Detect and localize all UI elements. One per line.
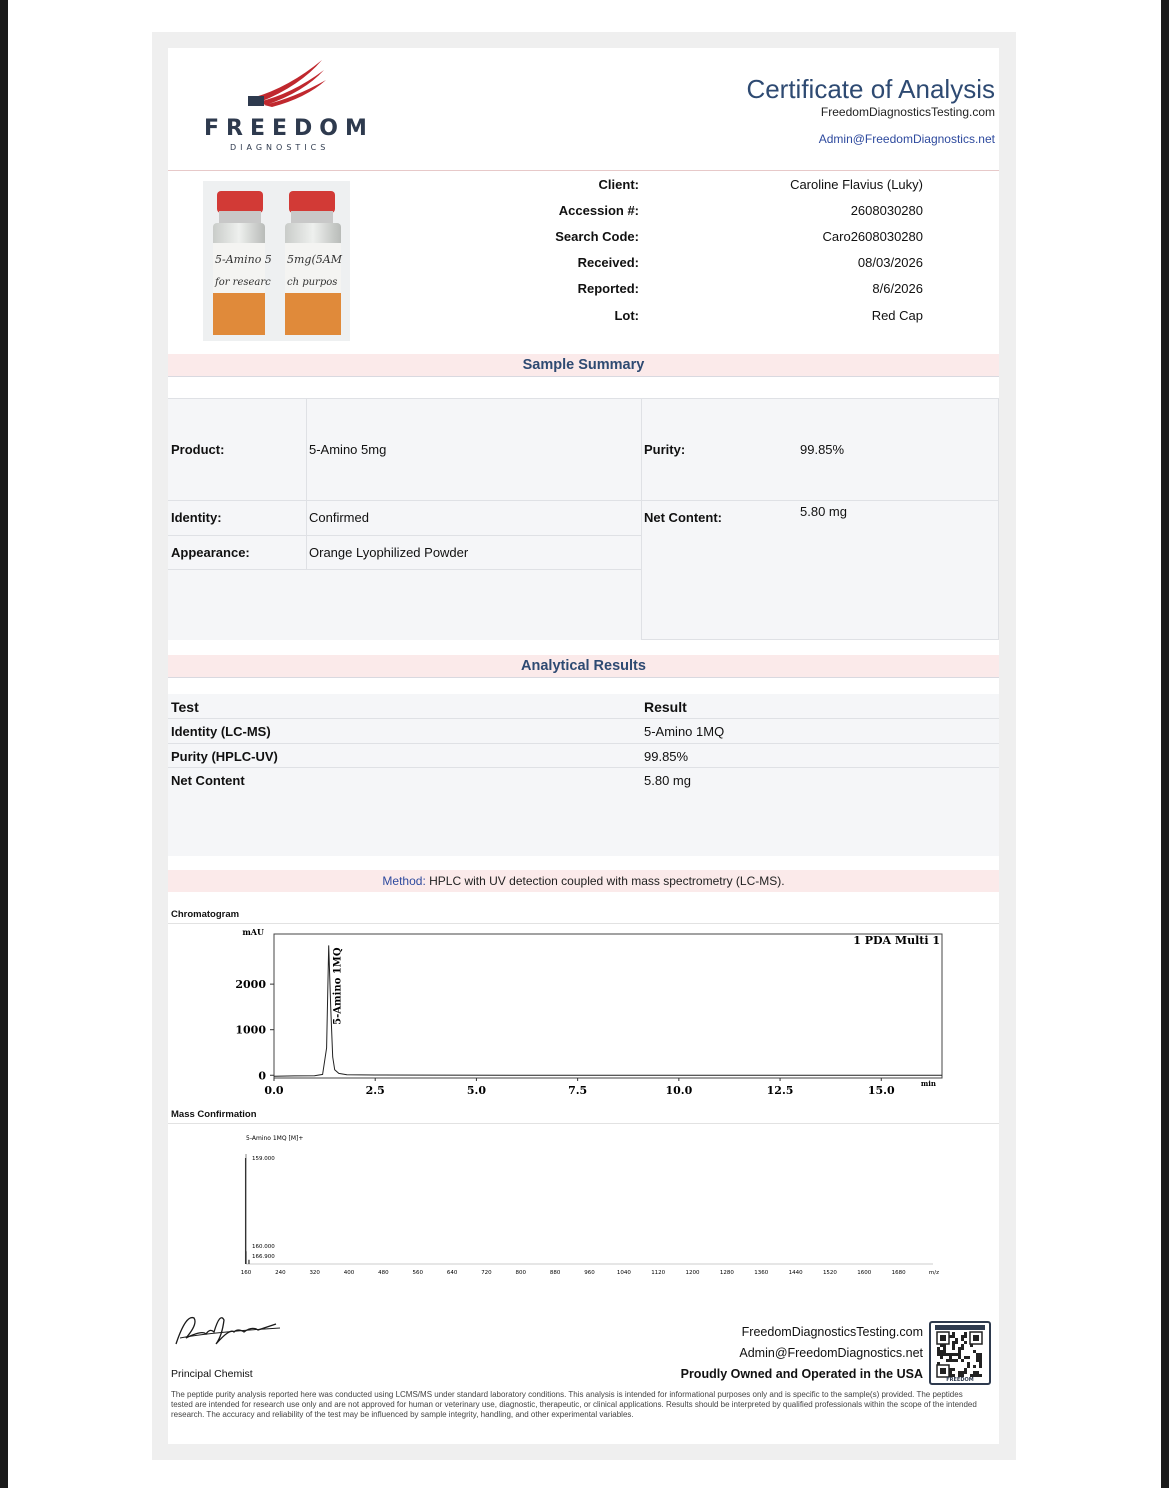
mass-x-tick-label: 800 — [515, 1270, 527, 1276]
qr-module — [955, 1338, 958, 1341]
search-code-label: Search Code: — [555, 229, 639, 244]
summary-col-rule-1 — [306, 398, 307, 570]
method-text: HPLC with UV detection coupled with mass spectrometry (LC-MS). — [429, 874, 785, 888]
qr-module — [973, 1350, 976, 1353]
summary-col-rule-3 — [998, 398, 999, 640]
purity-value: 99.85% — [800, 442, 845, 457]
qr-module — [961, 1359, 964, 1362]
table-row-result: 5.80 mg — [644, 773, 691, 788]
mass-x-tick-label: 720 — [481, 1270, 492, 1276]
qr-finder-core — [940, 1335, 946, 1341]
qr-module — [943, 1350, 946, 1353]
footer-website[interactable]: FreedomDiagnosticsTesting.com — [741, 1325, 923, 1339]
mass-x-tick-label: 560 — [412, 1270, 423, 1276]
identity-value: Confirmed — [309, 510, 369, 525]
qr-module — [952, 1368, 955, 1371]
appearance-label: Appearance: — [171, 545, 250, 560]
mass-x-tick-label: 320 — [309, 1270, 320, 1276]
client-value: Caroline Flavius (Luky) — [790, 177, 923, 192]
mass-x-tick-label: 1360 — [754, 1270, 769, 1276]
qr-module — [979, 1356, 982, 1359]
qr-module — [976, 1353, 979, 1356]
mass-x-tick-label: 1680 — [891, 1270, 906, 1276]
header-website[interactable]: FreedomDiagnosticsTesting.com — [820, 105, 995, 119]
reported-label: Reported: — [577, 281, 639, 296]
qr-module — [964, 1332, 967, 1335]
channel-label: 1 PDA Multi 1 — [853, 934, 940, 947]
mass-divider — [168, 1123, 999, 1124]
mass-x-tick-label: 960 — [584, 1270, 595, 1276]
qr-module — [937, 1353, 940, 1356]
chromatogram-chart — [208, 926, 998, 1102]
summary-col-rule-2 — [641, 398, 642, 640]
qr-module — [964, 1356, 967, 1359]
analytical-results-heading: Analytical Results — [168, 655, 999, 678]
certificate-page — [168, 48, 999, 1444]
mass-x-tick-label: 1200 — [685, 1270, 700, 1276]
qr-module — [958, 1347, 961, 1350]
net-content-value: 5.80 mg — [800, 504, 847, 519]
qr-module — [964, 1371, 967, 1374]
qr-module — [973, 1371, 976, 1374]
qr-module — [946, 1359, 949, 1362]
sample-summary-panel — [168, 398, 999, 640]
qr-module — [937, 1350, 940, 1353]
peak-value-label: 166.900 — [252, 1254, 275, 1260]
x-tick-label: 5.0 — [466, 1084, 486, 1097]
qr-module — [979, 1353, 982, 1356]
qr-module — [952, 1341, 955, 1344]
qr-module — [958, 1356, 961, 1359]
chromatogram-divider — [168, 923, 999, 924]
qr-module — [967, 1362, 970, 1365]
summary-row-rule-3 — [168, 569, 642, 570]
mass-x-tick-label: 1440 — [788, 1270, 803, 1276]
qr-module — [949, 1353, 952, 1356]
qr-module — [961, 1344, 964, 1347]
search-code-value: Caro2608030280 — [822, 229, 923, 244]
peak-value-label: 159.000 — [252, 1156, 275, 1162]
sample-summary-heading: Sample Summary — [168, 354, 999, 377]
mass-x-tick-label: 1600 — [857, 1270, 872, 1276]
header-divider — [168, 170, 999, 171]
qr-module — [940, 1350, 943, 1353]
purity-label: Purity: — [644, 442, 686, 457]
product-label: Product: — [171, 442, 225, 457]
qr-module — [967, 1356, 970, 1359]
table-row-result: 99.85% — [644, 749, 689, 764]
appearance-value: Orange Lyophilized Powder — [309, 545, 469, 560]
x-tick-label: 2.5 — [365, 1084, 385, 1097]
results-rule-3 — [168, 767, 999, 768]
qr-module — [952, 1359, 955, 1362]
mass-x-axis-label: m/z — [928, 1270, 939, 1276]
qr-module — [967, 1365, 970, 1368]
qr-module — [952, 1335, 955, 1338]
series-label: 5-Amino 1MQ [M]+ — [246, 1135, 304, 1142]
mass-confirmation-label: Mass Confirmation — [171, 1109, 257, 1120]
x-axis-label: min — [920, 1079, 936, 1088]
footer-email[interactable]: Admin@FreedomDiagnostics.net — [739, 1346, 923, 1360]
method-bar — [168, 870, 999, 892]
table-row-result: 5-Amino 1MQ — [644, 724, 725, 739]
qr-module — [979, 1365, 982, 1368]
qr-module — [979, 1359, 982, 1362]
received-label: Received: — [577, 255, 639, 270]
qr-module — [955, 1341, 958, 1344]
y-tick-label: 0 — [258, 1069, 266, 1083]
footer-tagline: Proudly Owned and Operated in the USA — [680, 1367, 923, 1381]
summary-row-rule-1 — [168, 500, 999, 501]
qr-top-band — [935, 1325, 985, 1330]
client-label: Client: — [598, 177, 639, 192]
identity-label: Identity: — [171, 510, 222, 525]
qr-module — [976, 1356, 979, 1359]
qr-finder-core — [973, 1335, 979, 1341]
summary-top-rule — [168, 398, 999, 399]
chromatogram-frame — [274, 934, 942, 1078]
right-edge — [1161, 0, 1169, 1488]
qr-module — [976, 1374, 979, 1377]
qr-code-icon[interactable] — [929, 1321, 991, 1385]
brand-logo: FREEDOM — [204, 116, 374, 141]
mass-x-tick-label: 1040 — [616, 1270, 631, 1276]
qr-module — [943, 1347, 946, 1350]
disclaimer: The peptide purity analysis reported here was conducted using LCMS/MS under standard laboratory conditions. This analysis is intended for informational purposes only and is specific to the sample(s) provided. The peptides tested are intended for research use only and are not approved for human or veterinary use, diagnostic, therapeutic, or clinical applications. Results should be interpreted by qualified professionals within the scope of the intended research. The accuracy and reliability of the test may be influenced by sample integrity, handling, and other experimental variables. — [171, 1390, 977, 1419]
mass-x-tick-label: 1120 — [651, 1270, 666, 1276]
accession-label: Accession #: — [558, 203, 639, 218]
qr-module — [958, 1371, 961, 1374]
qr-module — [937, 1347, 940, 1350]
y-tick-label: 2000 — [235, 978, 266, 992]
lot-value: Red Cap — [871, 308, 923, 323]
qr-module — [952, 1353, 955, 1356]
y-tick-label: 1000 — [235, 1023, 266, 1037]
mass-x-tick-label: 160 — [240, 1270, 252, 1276]
qr-module — [976, 1359, 979, 1362]
x-tick-label: 7.5 — [568, 1084, 588, 1097]
qr-module — [958, 1350, 961, 1353]
lot-label: Lot: — [614, 308, 639, 323]
brand-sub: DIAGNOSTICS — [230, 143, 330, 152]
qr-module — [955, 1353, 958, 1356]
y-axis-label: mAU — [242, 927, 264, 937]
qr-module — [964, 1368, 967, 1371]
table-row-test: Identity (LC-MS) — [171, 724, 271, 739]
method-label: Method: — [382, 874, 426, 888]
qr-module — [964, 1341, 967, 1344]
qr-module — [940, 1356, 943, 1359]
left-edge — [0, 0, 8, 1488]
qr-module — [952, 1347, 955, 1350]
summary-bottom-rule — [641, 639, 999, 640]
vial2-label-1: 5mg(5AM — [287, 253, 342, 266]
logo-swoosh-icon — [248, 58, 328, 108]
results-rule-1 — [168, 718, 999, 719]
peak-value-label: 160.000 — [252, 1244, 275, 1250]
qr-module — [955, 1359, 958, 1362]
table-row-test: Net Content — [171, 773, 245, 788]
qr-finder-core — [940, 1368, 946, 1374]
vial-photo — [203, 181, 350, 341]
qr-module — [961, 1371, 964, 1374]
mass-x-tick-label: 240 — [275, 1270, 286, 1276]
peak-label: 5-Amino 1MQ — [332, 947, 344, 1025]
chemist-title: Principal Chemist — [171, 1368, 253, 1380]
page-title: Certificate of Analysis — [746, 74, 995, 104]
vial1-label-1: 5-Amino 5 — [215, 253, 272, 266]
qr-module — [964, 1335, 967, 1338]
accession-value: 2608030280 — [850, 203, 923, 218]
qr-module — [946, 1353, 949, 1356]
col-result-header: Result — [644, 699, 687, 715]
x-tick-label: 12.5 — [766, 1084, 794, 1097]
qr-module — [976, 1371, 979, 1374]
table-row-test: Purity (HPLC-UV) — [171, 749, 278, 764]
qr-module — [952, 1332, 955, 1335]
chromatogram-trace — [274, 945, 942, 1076]
reported-value: 8/6/2026 — [872, 281, 923, 296]
qr-module — [961, 1338, 964, 1341]
mass-x-tick-label: 640 — [446, 1270, 458, 1276]
header-email[interactable]: Admin@FreedomDiagnostics.net — [818, 132, 995, 146]
x-tick-label: 0.0 — [264, 1084, 284, 1097]
col-test-header: Test — [171, 699, 199, 715]
signature — [172, 1310, 282, 1350]
mass-x-tick-label: 880 — [549, 1270, 561, 1276]
qr-brand-label: FREEDOM — [946, 1377, 974, 1383]
chromatogram-label: Chromatogram — [171, 909, 240, 920]
qr-module — [949, 1359, 952, 1362]
summary-row-rule-2 — [168, 535, 642, 536]
net-content-label: Net Content: — [644, 510, 722, 525]
qr-module — [958, 1353, 961, 1356]
vial1-label-2: for researc — [215, 277, 271, 288]
mass-x-tick-label: 1520 — [822, 1270, 837, 1276]
product-value: 5-Amino 5mg — [309, 442, 387, 457]
qr-module — [973, 1365, 976, 1368]
qr-module — [979, 1362, 982, 1365]
qr-module — [952, 1344, 955, 1347]
qr-module — [940, 1353, 943, 1356]
x-tick-label: 15.0 — [867, 1084, 895, 1097]
received-value: 08/03/2026 — [857, 255, 923, 270]
mass-x-tick-label: 400 — [343, 1270, 355, 1276]
qr-module — [949, 1356, 952, 1359]
x-tick-label: 10.0 — [665, 1084, 693, 1097]
mass-spectrum-chart — [228, 1130, 948, 1290]
results-rule-2 — [168, 743, 999, 744]
qr-module — [961, 1347, 964, 1350]
mass-x-tick-label: 480 — [378, 1270, 389, 1276]
mass-x-tick-label: 1280 — [719, 1270, 734, 1276]
qr-module — [979, 1374, 982, 1377]
vial2-label-2: ch purpos — [287, 277, 338, 288]
qr-module — [943, 1353, 946, 1356]
qr-module — [961, 1335, 964, 1338]
